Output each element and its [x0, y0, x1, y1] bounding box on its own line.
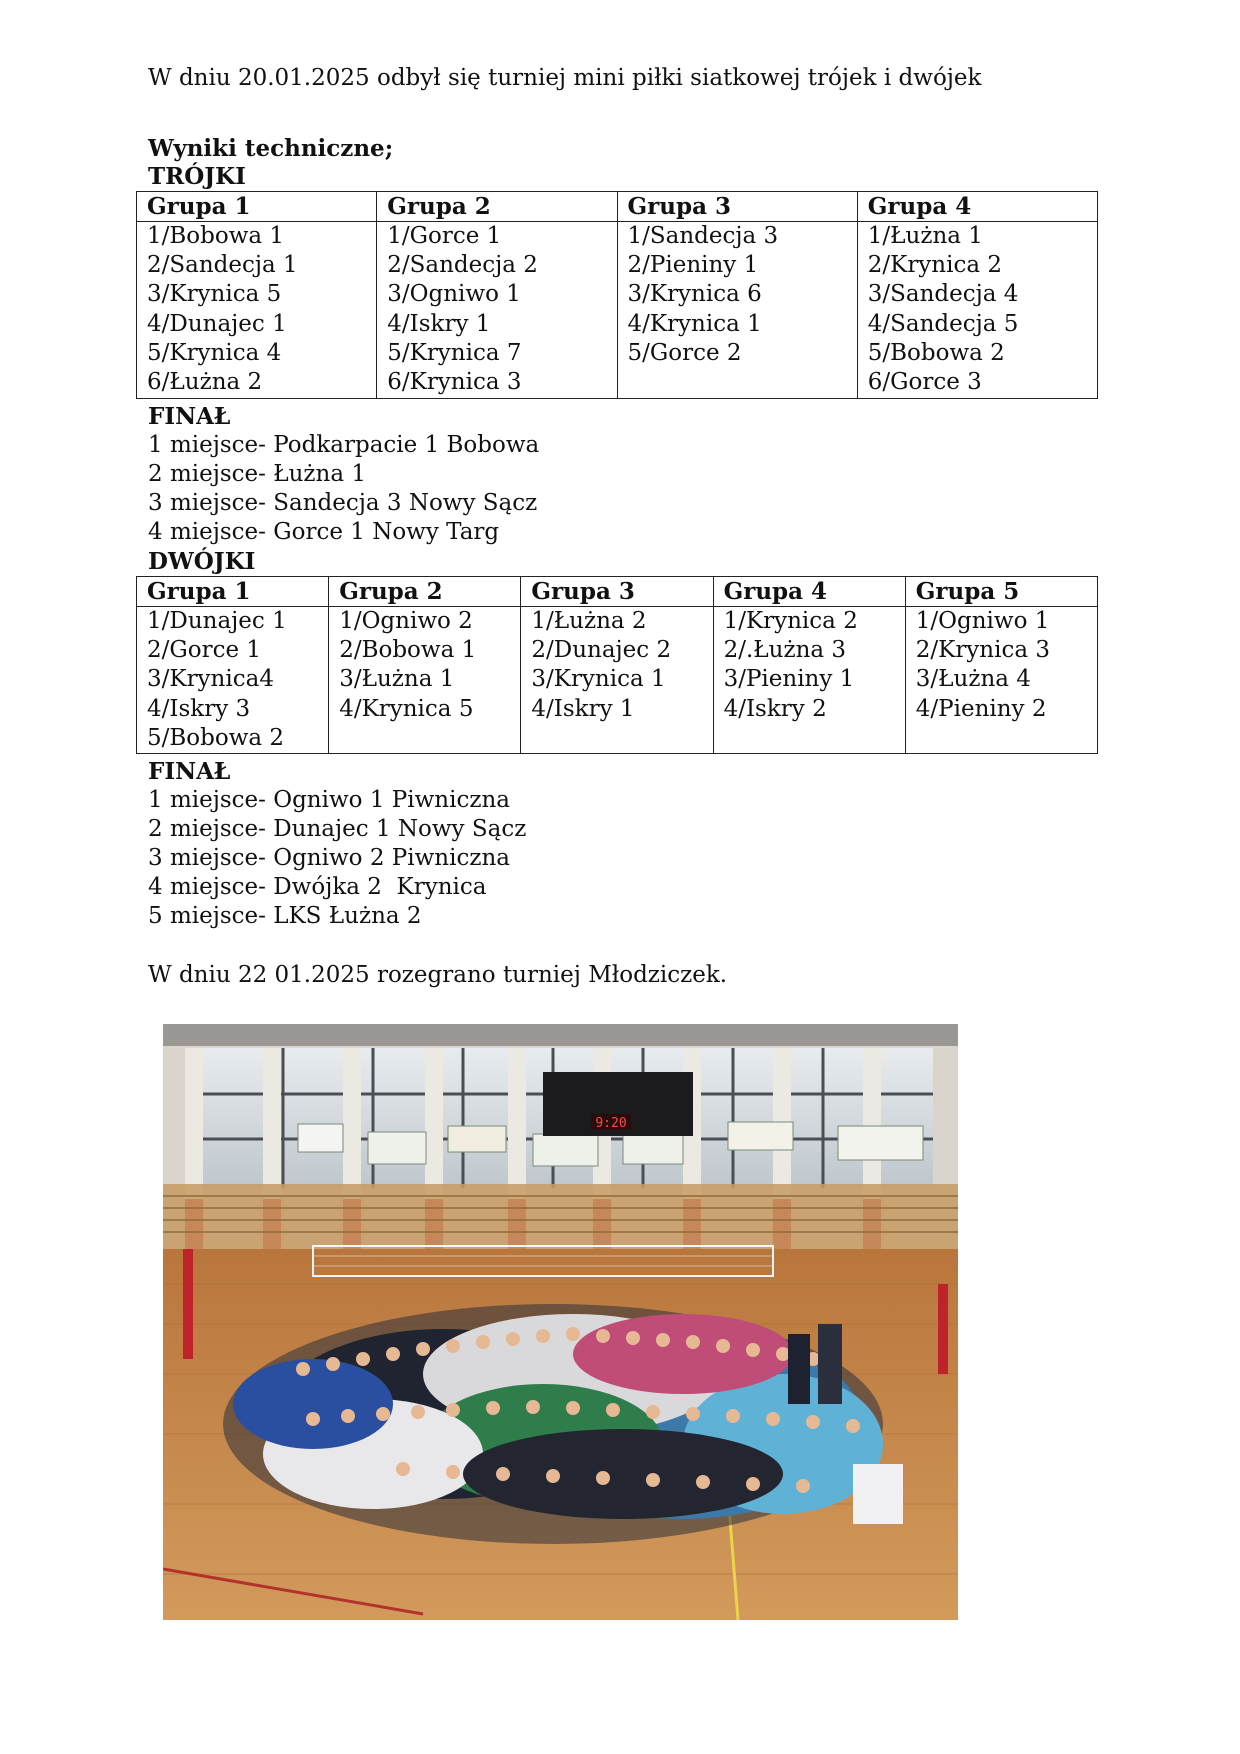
- list-item: 1/Dunajec 1: [147, 608, 287, 634]
- list-item: 5/Krynica 4: [147, 339, 282, 366]
- list-item: 2/Gorce 1: [147, 637, 262, 664]
- trojki-group-3-title: Grupa 3: [617, 192, 857, 222]
- trojki-group-1-list: [137, 222, 377, 399]
- trojki-body-row: [137, 222, 1098, 399]
- dwojki-group-1-list: [137, 607, 329, 754]
- list-item: 1/Gorce 1: [387, 223, 502, 249]
- trojki-heading: TRÓJKI: [148, 163, 246, 190]
- dwojki-final-4: 4 miejsce- Dwójka 2 Krynica: [148, 874, 487, 900]
- list-item: 3/Krynica 1: [531, 666, 666, 693]
- list-item: 4/Pieniny 2: [915, 695, 1047, 722]
- dwojki-group-5-list: [905, 607, 1097, 754]
- dwojki-group-5-title: Grupa 5: [905, 577, 1097, 607]
- list-item: 5/Bobowa 2: [867, 339, 1005, 366]
- trojki-group-3-list: [617, 222, 857, 399]
- list-item: 1/Łużna 1: [867, 223, 983, 249]
- list-item: 2/Krynica 3: [915, 637, 1051, 664]
- list-item: 3/Sandecja 4: [867, 281, 1019, 308]
- list-item: 2/Bobowa 1: [339, 637, 477, 664]
- dwojki-heading: DWÓJKI: [148, 548, 256, 575]
- list-item: 3/Łużna 1: [339, 666, 455, 693]
- list-item: 5/Gorce 2: [627, 339, 742, 366]
- list-item: 5/Bobowa 2: [147, 724, 285, 751]
- dwojki-group-3-list: [521, 607, 713, 754]
- trojki-final-1: 1 miejsce- Podkarpacie 1 Bobowa: [148, 432, 540, 458]
- list-item: 3/Pieniny 1: [723, 666, 855, 693]
- list-item: 1/Bobowa 1: [147, 223, 285, 249]
- list-item: 3/Krynica 6: [627, 281, 762, 308]
- dwojki-table: [136, 576, 1098, 754]
- trojki-group-4-title: Grupa 4: [857, 192, 1097, 222]
- list-item: 1/Sandecja 3: [627, 223, 779, 249]
- list-item: 2/Sandecja 1: [147, 252, 298, 279]
- trojki-final-heading: FINAŁ: [148, 403, 231, 430]
- dwojki-final-2: 2 miejsce- Dunajec 1 Nowy Sącz: [148, 816, 527, 842]
- list-item: 5/Krynica 7: [387, 339, 522, 366]
- trojki-group-2-title: Grupa 2: [377, 192, 617, 222]
- list-item: 2/Krynica 2: [867, 252, 1003, 279]
- dwojki-final-1: 1 miejsce- Ogniwo 1 Piwniczna: [148, 787, 510, 813]
- list-item: 2/Pieniny 1: [627, 252, 759, 279]
- list-item: 4/Iskry 1: [531, 695, 635, 722]
- list-item: 2/.Łużna 3: [723, 637, 847, 664]
- dwojki-final-heading: FINAŁ: [148, 758, 231, 785]
- dwojki-group-4-list: [713, 607, 905, 754]
- dwojki-final-3: 3 miejsce- Ogniwo 2 Piwniczna: [148, 845, 510, 871]
- list-item: 4/Iskry 3: [147, 695, 251, 722]
- dwojki-final-5: 5 miejsce- LKS Łużna 2: [148, 903, 422, 929]
- list-item: 4/Krynica 1: [627, 310, 762, 337]
- list-item: 1/Łużna 2: [531, 608, 647, 634]
- trojki-table: [136, 191, 1098, 399]
- list-item: 3/Krynica 5: [147, 281, 282, 308]
- dwojki-group-1-title: Grupa 1: [137, 577, 329, 607]
- list-item: 4/Iskry 2: [723, 695, 827, 722]
- wyniki-heading: Wyniki techniczne;: [148, 135, 394, 162]
- trojki-final-4: 4 miejsce- Gorce 1 Nowy Targ: [148, 519, 500, 545]
- dwojki-group-2-list: [329, 607, 521, 754]
- list-item: 1/Ogniwo 1: [915, 608, 1050, 634]
- dwojki-header-row: [137, 577, 1098, 607]
- list-item: 4/Sandecja 5: [867, 310, 1019, 337]
- trojki-final-2: 2 miejsce- Łużna 1: [148, 461, 367, 487]
- trojki-header-row: [137, 192, 1098, 222]
- list-item: 1/Ogniwo 2: [339, 608, 473, 634]
- list-item: 1/Krynica 2: [723, 608, 858, 634]
- second-event-text: W dniu 22 01.2025 rozegrano turniej Młodziczek.: [148, 962, 728, 988]
- list-item: 4/Dunajec 1: [147, 310, 287, 337]
- list-item: 3/Krynica4: [147, 666, 274, 693]
- list-item: 3/Ogniwo 1: [387, 281, 521, 308]
- list-item: 3/Łużna 4: [915, 666, 1031, 693]
- trojki-group-2-list: [377, 222, 617, 399]
- list-item: 2/Dunajec 2: [531, 637, 672, 664]
- dwojki-group-2-title: Grupa 2: [329, 577, 521, 607]
- team-photo: [163, 1024, 958, 1620]
- list-item: 4/Krynica 5: [339, 695, 474, 722]
- intro-text: W dniu 20.01.2025 odbył się turniej mini piłki siatkowej trójek i dwójek: [148, 65, 982, 91]
- list-item: 6/Łużna 2: [147, 368, 263, 395]
- list-item: 6/Gorce 3: [867, 368, 982, 395]
- dwojki-group-3-title: Grupa 3: [521, 577, 713, 607]
- dwojki-group-4-title: Grupa 4: [713, 577, 905, 607]
- trojki-group-1-title: Grupa 1: [137, 192, 377, 222]
- list-item: 2/Sandecja 2: [387, 252, 538, 279]
- list-item: 6/Krynica 3: [387, 368, 522, 395]
- dwojki-body-row: [137, 607, 1098, 754]
- list-item: 4/Iskry 1: [387, 310, 491, 337]
- scoreboard-time: 9:20: [595, 1116, 627, 1131]
- trojki-final-3: 3 miejsce- Sandecja 3 Nowy Sącz: [148, 490, 538, 516]
- trojki-group-4-list: [857, 222, 1097, 399]
